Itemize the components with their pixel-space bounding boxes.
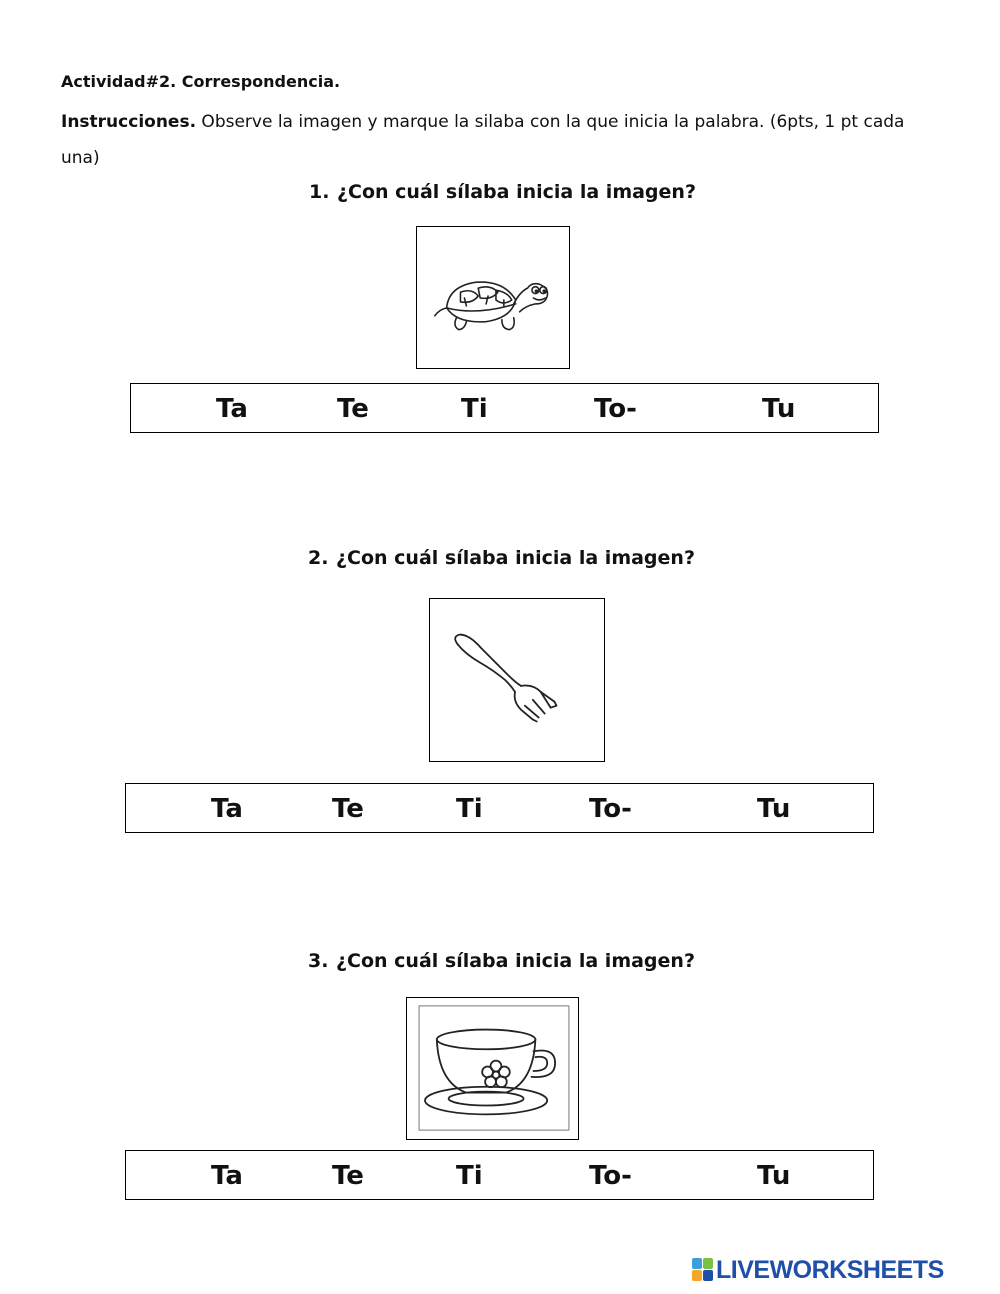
question-number: 1. xyxy=(309,181,330,203)
question-text: ¿Con cuál sílaba inicia la imagen? xyxy=(337,181,696,203)
option-tu[interactable]: Tu xyxy=(757,794,791,824)
option-te[interactable]: Te xyxy=(332,794,364,824)
question-2-title xyxy=(308,547,695,569)
liveworksheets-mark-icon xyxy=(692,1258,714,1282)
instructions xyxy=(61,104,946,176)
question-number: 2. xyxy=(308,547,329,569)
turtle-icon xyxy=(417,227,569,368)
option-ta[interactable]: Ta xyxy=(216,394,248,424)
activity-title: Actividad#2. Correspondencia. xyxy=(61,72,341,91)
question-3-title xyxy=(308,950,695,972)
options-row-1 xyxy=(130,383,879,433)
option-ta[interactable]: Ta xyxy=(211,1161,243,1191)
fork-picture xyxy=(429,598,605,762)
option-tu[interactable]: Tu xyxy=(757,1161,791,1191)
option-te[interactable]: Te xyxy=(332,1161,364,1191)
question-1-title xyxy=(309,181,696,203)
options-row-2 xyxy=(125,783,874,833)
question-text: ¿Con cuál sílaba inicia la imagen? xyxy=(336,950,695,972)
liveworksheets-logo xyxy=(692,1256,944,1284)
fork-icon xyxy=(430,599,604,761)
option-to[interactable]: To- xyxy=(594,394,637,424)
question-text: ¿Con cuál sílaba inicia la imagen? xyxy=(336,547,695,569)
option-to[interactable]: To- xyxy=(589,794,632,824)
option-ta[interactable]: Ta xyxy=(211,794,243,824)
logo-text: LIVEWORKSHEETS xyxy=(716,1255,944,1284)
option-ti[interactable]: Ti xyxy=(461,394,488,424)
turtle-picture xyxy=(416,226,570,369)
options-row-3 xyxy=(125,1150,874,1200)
option-tu[interactable]: Tu xyxy=(762,394,796,424)
option-to[interactable]: To- xyxy=(589,1161,632,1191)
cup-picture xyxy=(406,997,579,1140)
cup-icon xyxy=(407,998,578,1139)
option-te[interactable]: Te xyxy=(337,394,369,424)
instructions-label: Instrucciones. xyxy=(61,112,197,132)
instructions-text: Observe la imagen y marque la silaba con la que inicia la palabra. (6pts, 1 pt cada una) xyxy=(61,112,905,168)
option-ti[interactable]: Ti xyxy=(456,1161,483,1191)
option-ti[interactable]: Ti xyxy=(456,794,483,824)
question-number: 3. xyxy=(308,950,329,972)
